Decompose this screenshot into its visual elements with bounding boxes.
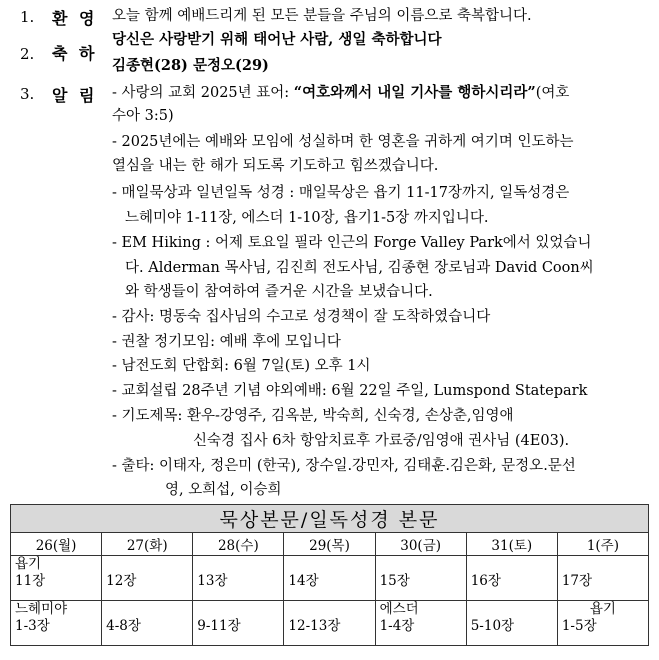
chapter: 5-10장 (470, 618, 515, 634)
day-header: 26(월) (11, 533, 102, 556)
book-name (197, 556, 279, 573)
section-3-heading: 알 림 (52, 86, 98, 105)
book-name (380, 556, 462, 573)
notice-line: 열심을 내는 한 해가 되도록 기도하고 힘쓰겠습니다. (112, 158, 439, 174)
notice-line: - 매일묵상과 일년일독 성경 : 매일묵상은 욥기 11-17장까지, 일독성경은 (112, 185, 570, 201)
chapter: 1-5장 (561, 618, 597, 634)
meditation-cell (193, 556, 284, 601)
meditation-cell (284, 556, 375, 601)
birthday-text: 당신은 사랑받기 위해 태어난 사람, 생일 축하합니다 (112, 31, 442, 48)
reading-table-title: 묵상본문/일독성경 본문 (11, 505, 649, 533)
chapter: 17장 (561, 573, 593, 589)
meditation-cell (557, 556, 648, 601)
book-name (197, 601, 279, 618)
reading-cell (557, 601, 648, 646)
notice-line: 다. Alderman 목사님, 김진희 전도사님, 김종현 장로님과 David Coon씨 (125, 260, 594, 276)
reading-cell (193, 601, 284, 646)
book-name (562, 556, 644, 573)
notice-line: - 사랑의 교회 2025년 표어: “여호와께서 내일 기사를 행하시리라”(여호 (112, 84, 570, 101)
notice-line: - 남전도회 단합회: 6월 7일(토) 오후 1시 (112, 358, 371, 374)
book-name (288, 556, 370, 573)
meditation-cell (466, 556, 557, 601)
day-header: 29(목) (284, 533, 375, 556)
book-name (106, 601, 188, 618)
welcome-text: 오늘 함께 예배드리게 된 모든 분들을 주님의 이름으로 축복합니다. (112, 8, 532, 24)
chapter: 12-13장 (288, 618, 341, 634)
notice-line: - 교회설립 28주년 기념 야외예배: 6월 22일 주일, Lumspond Statepark (112, 383, 588, 399)
meditation-cell (375, 556, 466, 601)
book-name (471, 556, 553, 573)
notice-line: - 권찰 정기모임: 예배 후에 모입니다 (112, 334, 341, 350)
chapter: 16장 (470, 573, 501, 589)
chapter: 13장 (197, 573, 228, 589)
book-name: 느헤미야 (15, 601, 68, 617)
meditation-cell (102, 556, 193, 601)
section-1-heading: 환 영 (52, 9, 98, 28)
chapter: 14장 (288, 573, 319, 589)
day-header: 27(화) (102, 533, 193, 556)
day-header: 1(주) (557, 533, 648, 556)
book-name (106, 556, 188, 573)
day-header: 28(수) (193, 533, 284, 556)
notice-line: 신숙경 집사 6차 항암치료후 가료중/임영애 권사님 (4E03). (193, 433, 570, 449)
chapter: 9-11장 (197, 618, 241, 634)
book-name: 욥기 (15, 556, 42, 572)
reading-cell (11, 601, 102, 646)
notice-line: - EM Hiking : 어제 토요일 필라 인근의 Forge Valley Park에서 있었습니 (112, 235, 592, 251)
section-2-heading: 축 하 (52, 44, 98, 63)
notice-line: 와 학생들이 참여하여 즐거운 시간을 보냈습니다. (125, 284, 433, 300)
book-name: 욥기 (589, 601, 616, 617)
notice-line: 영, 오희섭, 이승희 (165, 482, 282, 498)
notice-line: - 기도제목: 환우-강영주, 김옥분, 박숙희, 신숙경, 손상춘,임영애 (112, 408, 514, 424)
reading-cell (466, 601, 557, 646)
book-name: 에스더 (379, 601, 419, 617)
day-header: 30(금) (375, 533, 466, 556)
notice-line: 느헤미야 1-11장, 에스더 1-10장, 욥기1-5장 까지입니다. (125, 210, 489, 226)
chapter: 4-8장 (106, 618, 141, 634)
meditation-cell (11, 556, 102, 601)
book-name (288, 601, 370, 618)
notice-line: - 감사: 명동숙 집사님의 수고로 성경책이 잘 도착하였습니다 (112, 309, 491, 325)
birthday-names: 김종현(28) 문정오(29) (112, 57, 269, 74)
day-header: 31(토) (466, 533, 557, 556)
reading-cell (284, 601, 375, 646)
motto-quote: “여호와께서 내일 기사를 행하시리라” (293, 84, 536, 101)
book-name (471, 601, 553, 618)
chapter: 15장 (379, 573, 410, 589)
chapter: 1-4장 (379, 618, 415, 634)
reading-cell (375, 601, 466, 646)
notice-line: - 2025년에는 예배와 모임에 성실하며 한 영혼을 귀하게 여기며 인도하는 (112, 134, 574, 150)
chapter: 12장 (106, 573, 137, 589)
chapter: 1-3장 (15, 618, 50, 634)
reading-cell (102, 601, 193, 646)
section-3-number: 3. (20, 85, 35, 103)
section-2-number: 2. (20, 45, 35, 63)
notice-line: - 출타: 이태자, 정은미 (한국), 장수일.강민자, 김태훈.김은화, 문정오.문선 (112, 458, 576, 474)
reading-table (10, 504, 649, 646)
section-1-number: 1. (20, 8, 35, 26)
notice-line: 수아 3:5) (112, 108, 174, 124)
chapter: 11장 (15, 573, 46, 589)
